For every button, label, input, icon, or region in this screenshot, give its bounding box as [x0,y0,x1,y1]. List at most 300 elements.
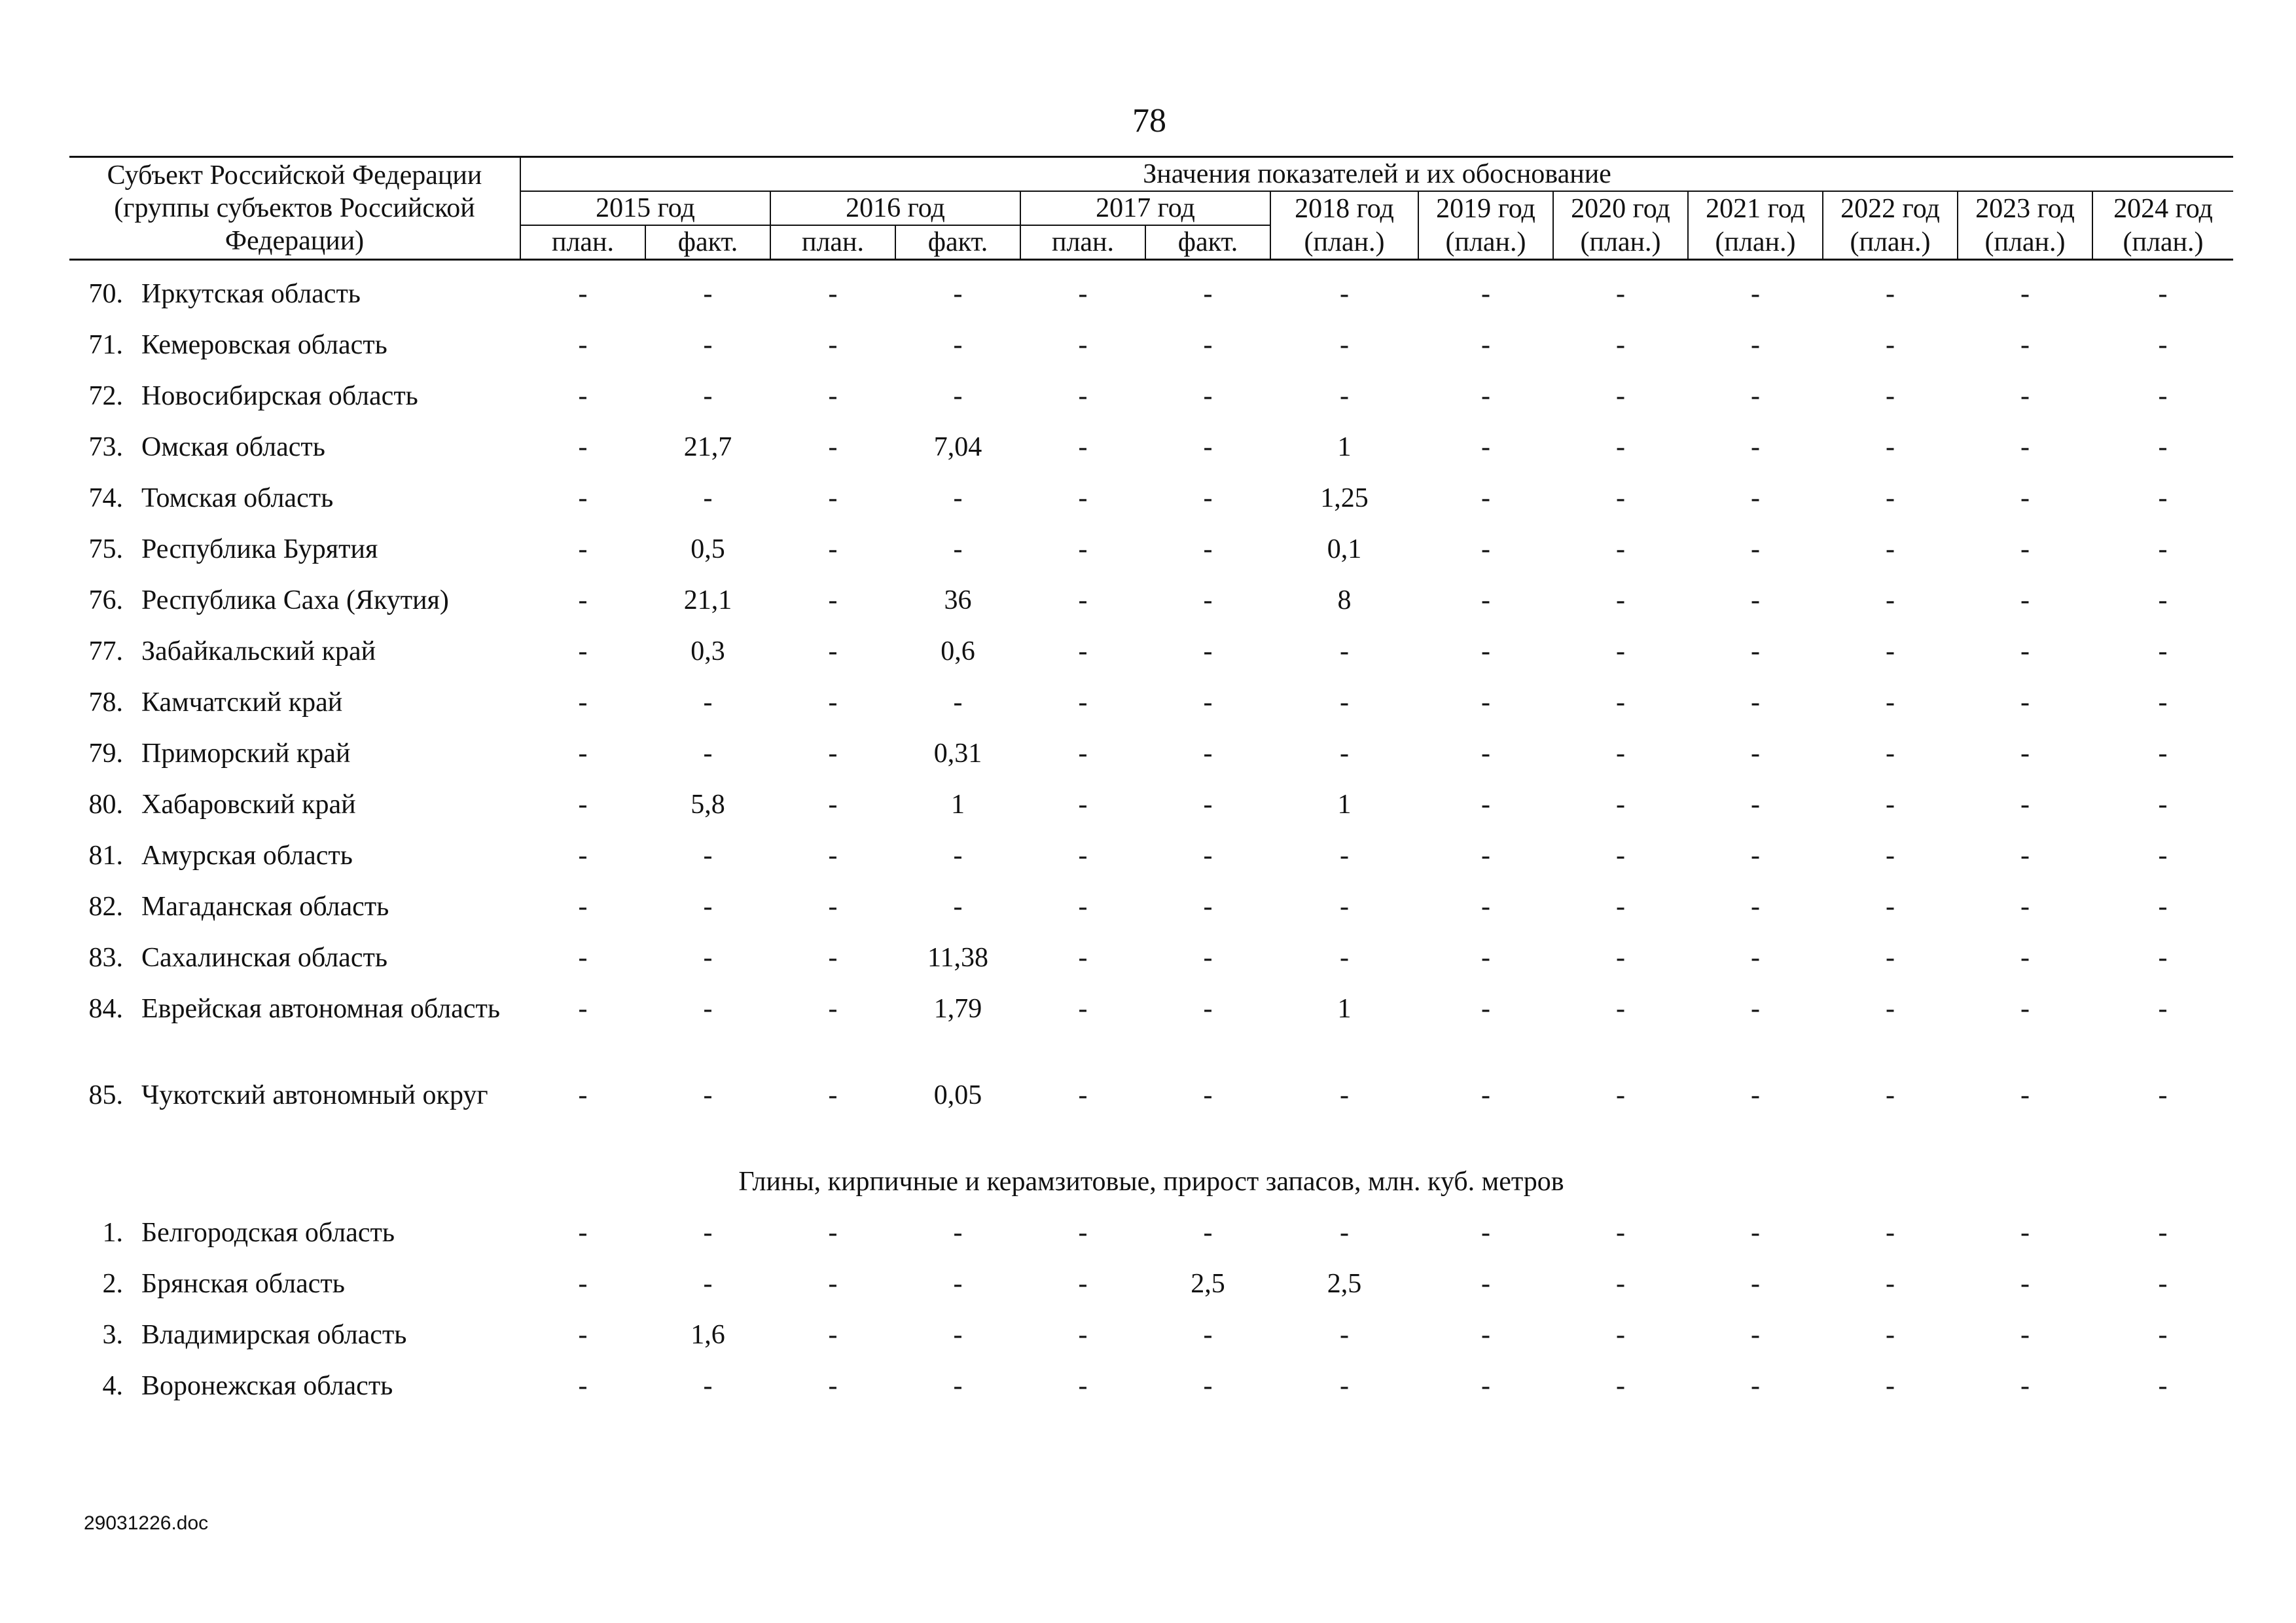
value-cell: - [1886,1320,1895,1350]
value-cell: 1 [1337,994,1352,1024]
value-cell: - [2158,1080,2168,1110]
value-cell: - [1078,1080,1088,1110]
value-cell: - [953,330,963,360]
value-cell: - [1886,739,1895,769]
value-cell: - [1078,1218,1088,1248]
value-cell: - [1751,483,1760,513]
value-cell: - [1886,636,1895,666]
section-title: Глины, кирпичные и керамзитовые, прирост запасов, млн. куб. метров [738,1167,1564,1197]
fact-subheader: факт. [895,225,1020,260]
value-cell: - [1751,585,1760,615]
year-header: 2018 год [1270,191,1418,225]
value-cell: - [703,687,713,718]
value-cell: - [1616,279,1625,309]
value-cell: - [828,994,838,1024]
value-cell: - [1340,841,1349,871]
value-cell: - [1078,279,1088,309]
value-cell: - [1203,687,1213,718]
value-cell: - [828,636,838,666]
value-cell: - [1751,381,1760,411]
value-cell: - [828,381,838,411]
value-cell: - [1751,943,1760,973]
value-cell: - [578,1320,588,1350]
value-cell: - [1886,1080,1895,1110]
row-number: 71. [88,330,123,360]
value-cell: - [1203,790,1213,820]
value-cell: 8 [1337,585,1352,615]
value-cell: - [578,432,588,462]
row-number: 84. [88,994,123,1024]
value-cell: - [2158,687,2168,718]
value-cell: - [1886,892,1895,922]
table-row [69,378,2233,429]
value-cell: - [1751,636,1760,666]
value-cell: - [578,687,588,718]
value-cell: - [2158,1320,2168,1350]
table-row [69,429,2233,481]
table-row [69,532,2233,583]
value-cell: - [2020,994,2030,1024]
row-number: 74. [88,483,123,513]
value-cell: - [703,943,713,973]
value-cell: - [2020,381,2030,411]
value-cell: - [1078,1371,1088,1401]
table-row [69,276,2233,327]
value-cell: - [1203,432,1213,462]
plan-subheader: (план.) [1418,225,1553,260]
value-cell: - [2020,279,2030,309]
value-cell: - [578,943,588,973]
value-cell: - [1078,432,1088,462]
value-cell: - [2020,432,2030,462]
value-cell: - [1616,330,1625,360]
value-cell: - [828,483,838,513]
value-cell: - [578,483,588,513]
value-cell: - [2020,1269,2030,1299]
value-cell: - [1751,1320,1760,1350]
year-header: 2017 год [1020,191,1270,225]
value-cell: - [953,1218,963,1248]
value-cell: - [1751,330,1760,360]
value-cell: - [1340,892,1349,922]
value-cell: - [578,1080,588,1110]
row-number: 85. [88,1080,123,1110]
value-cell: - [1203,1218,1213,1248]
table-row [69,889,2233,940]
value-cell: - [1886,330,1895,360]
value-cell: - [828,279,838,309]
value-cell: - [578,1269,588,1299]
row-number: 73. [88,432,123,462]
page-number: 78 [1132,102,1166,139]
value-cell: - [1751,739,1760,769]
value-cell: - [1078,687,1088,718]
value-cell: - [1078,994,1088,1024]
value-cell: - [828,1371,838,1401]
value-cell: - [1203,892,1213,922]
value-cell: - [1616,841,1625,871]
region-name: Магаданская область [141,892,389,922]
value-cell: - [2020,943,2030,973]
row-number: 81. [88,841,123,871]
value-cell: - [953,279,963,309]
value-cell: - [828,1080,838,1110]
value-cell: - [953,483,963,513]
value-cell: - [703,1218,713,1248]
value-cell: - [1078,790,1088,820]
region-name: Амурская область [141,841,353,871]
region-name: Иркутская область [141,279,361,309]
value-cell: - [1616,483,1625,513]
region-name: Новосибирская область [141,381,418,411]
value-cell: - [1203,994,1213,1024]
value-cell: 36 [944,585,972,615]
value-cell: - [1203,381,1213,411]
value-cell: - [1751,892,1760,922]
value-cell: - [1886,1269,1895,1299]
value-cell: - [828,585,838,615]
value-cell: - [1751,1080,1760,1110]
value-cell: - [703,330,713,360]
row-number: 77. [88,636,123,666]
value-cell: 2,5 [1191,1269,1225,1299]
value-cell: - [578,1371,588,1401]
region-name: Приморский край [141,739,351,769]
value-cell: - [578,534,588,564]
year-header: 2019 год [1418,191,1553,225]
row-number: 80. [88,790,123,820]
year-header: 2023 год [1958,191,2092,225]
value-cell: - [1751,687,1760,718]
value-cell: - [578,841,588,871]
value-cell: - [1203,943,1213,973]
value-cell: - [1616,636,1625,666]
value-cell: - [1886,1371,1895,1401]
value-cell: - [2020,1080,2030,1110]
value-cell: 0,6 [941,636,975,666]
table-row [69,991,2233,1078]
region-name: Кемеровская область [141,330,387,360]
plan-subheader: план. [520,225,645,260]
value-cell: - [1616,994,1625,1024]
row-number: 4. [102,1371,123,1401]
value-cell: - [1886,534,1895,564]
table-row [69,940,2233,991]
value-cell: - [828,943,838,973]
value-cell: - [2020,1371,2030,1401]
section-row [69,1164,2233,1215]
value-cell: - [828,330,838,360]
value-cell: - [2158,1269,2168,1299]
document-filename: 29031226.doc [84,1512,209,1534]
value-cell: - [703,739,713,769]
indicator-table [69,156,2233,1419]
value-cell: - [1203,483,1213,513]
region-name: Республика Саха (Якутия) [141,585,449,615]
value-cell: - [1751,432,1760,462]
value-cell: - [828,841,838,871]
value-cell: - [1481,636,1490,666]
value-cell: - [1481,1320,1490,1350]
value-cell: - [578,279,588,309]
value-cell: - [2158,483,2168,513]
value-cell: - [703,1371,713,1401]
value-cell: 2,5 [1327,1269,1362,1299]
region-name: Омская область [141,432,325,462]
value-cell: - [1616,432,1625,462]
year-header: 2022 год [1823,191,1958,225]
value-cell: - [1340,687,1349,718]
value-cell: - [1078,381,1088,411]
value-cell: - [1481,483,1490,513]
value-cell: - [2020,330,2030,360]
year-header: 2015 год [520,191,770,225]
row-number: 1. [102,1218,123,1248]
value-cell: - [703,1269,713,1299]
value-cell: - [1751,534,1760,564]
value-cell: 0,05 [933,1080,982,1110]
value-cell: - [2158,1371,2168,1401]
table-body-b [69,1215,2233,1419]
table-row [69,838,2233,889]
value-cell: - [1481,841,1490,871]
value-cell: - [828,687,838,718]
value-cell: - [1340,1371,1349,1401]
value-cell: 21,7 [683,432,732,462]
region-name: Еврейская автономная область [141,994,500,1024]
value-cell: - [1481,585,1490,615]
value-cell: - [1886,841,1895,871]
value-cell: - [703,841,713,871]
value-cell: - [578,585,588,615]
value-cell: - [1616,1320,1625,1350]
spacer-row [69,260,2233,277]
section-group [69,1164,2233,1215]
value-cell: 21,1 [683,585,732,615]
region-name: Воронежская область [141,1371,393,1401]
value-cell: - [2020,1218,2030,1248]
value-cell: - [1078,841,1088,871]
value-cell: 0,3 [691,636,725,666]
value-cell: - [2158,330,2168,360]
value-cell: - [2158,841,2168,871]
value-cell: - [1078,483,1088,513]
table-header [69,157,2233,260]
year-header: 2021 год [1688,191,1823,225]
plan-subheader: (план.) [1688,225,1823,260]
plan-subheader: (план.) [1270,225,1418,260]
value-cell: - [828,739,838,769]
region-name: Сахалинская область [141,943,387,973]
region-name: Томская область [141,483,334,513]
region-name: Забайкальский край [141,636,376,666]
plan-subheader: (план.) [1553,225,1688,260]
value-cell: - [1751,790,1760,820]
row-number: 83. [88,943,123,973]
value-cell: - [1203,1371,1213,1401]
year-header: 2024 год [2092,191,2233,225]
row-number: 75. [88,534,123,564]
value-cell: - [1203,636,1213,666]
value-cell: - [2158,943,2168,973]
value-cell: - [828,892,838,922]
value-cell: - [1078,943,1088,973]
table-row [69,736,2233,787]
value-cell: 1 [951,790,965,820]
plan-subheader: план. [1020,225,1145,260]
value-cell: - [1751,1218,1760,1248]
value-cell: - [1481,1218,1490,1248]
value-cell: - [1616,892,1625,922]
value-cell: - [1616,790,1625,820]
value-cell: - [953,1269,963,1299]
value-cell: - [1886,432,1895,462]
value-cell: - [2020,1320,2030,1350]
value-cell: - [2158,585,2168,615]
value-cell: - [578,892,588,922]
value-cell: - [1340,1080,1349,1110]
value-cell: - [1886,381,1895,411]
value-cell: - [1078,534,1088,564]
region-name: Республика Бурятия [141,534,378,564]
value-cell: - [1616,1371,1625,1401]
region-name: Камчатский край [141,687,343,718]
value-cell: - [1078,585,1088,615]
value-cell: - [1751,279,1760,309]
value-cell: - [1203,330,1213,360]
subject-column-header: Субъект Российской Федерации (группы субъектов Российской Федерации) [69,157,520,260]
value-cell: - [2020,790,2030,820]
value-cell: - [1616,1218,1625,1248]
value-cell: - [1203,1320,1213,1350]
row-number: 79. [88,739,123,769]
value-cell: - [1751,841,1760,871]
value-cell: - [1481,687,1490,718]
value-cell: - [2020,483,2030,513]
row-number: 72. [88,381,123,411]
table-row [69,1266,2233,1317]
value-cell: - [1481,1371,1490,1401]
value-cell: - [1078,1269,1088,1299]
value-cell: 1,6 [691,1320,725,1350]
value-cell: - [1616,534,1625,564]
value-cell: - [1340,1320,1349,1350]
value-cell: 0,31 [933,739,982,769]
value-cell: - [1481,994,1490,1024]
value-cell: - [1340,636,1349,666]
value-cell: - [1203,534,1213,564]
region-name: Белгородская область [141,1218,395,1248]
value-cell: - [1616,687,1625,718]
value-cell: - [1203,1080,1213,1110]
value-cell: - [1886,1218,1895,1248]
value-cell: - [953,1371,963,1401]
value-cell: - [1481,279,1490,309]
value-cell: - [2158,636,2168,666]
value-cell: - [2020,636,2030,666]
value-cell: - [1616,739,1625,769]
value-cell: - [2020,892,2030,922]
value-cell: 0,1 [1327,534,1362,564]
value-cell: - [1481,381,1490,411]
value-cell: 1 [1337,432,1352,462]
value-cell: - [828,534,838,564]
table-row [69,1317,2233,1368]
values-title: Значения показателей и их обоснование [520,157,2233,192]
value-cell: - [578,994,588,1024]
table-row [69,1215,2233,1266]
value-cell: - [1616,585,1625,615]
value-cell: - [2158,534,2168,564]
value-cell: - [2020,841,2030,871]
table-row [69,634,2233,685]
value-cell: - [1481,1269,1490,1299]
value-cell: - [953,687,963,718]
value-cell: - [1751,1371,1760,1401]
value-cell: - [2020,739,2030,769]
value-cell: - [1340,739,1349,769]
value-cell: - [578,381,588,411]
table-row [69,685,2233,736]
value-cell: - [1078,330,1088,360]
value-cell: - [953,1320,963,1350]
row-number: 78. [88,687,123,718]
value-cell: - [1886,790,1895,820]
value-cell: - [703,892,713,922]
year-header: 2016 год [770,191,1020,225]
value-cell: - [1481,432,1490,462]
value-cell: - [2020,585,2030,615]
value-cell: 1,25 [1320,483,1369,513]
plan-subheader: (план.) [1823,225,1958,260]
value-cell: - [578,330,588,360]
value-cell: - [1886,943,1895,973]
value-cell: - [1340,943,1349,973]
value-cell: 11,38 [927,943,988,973]
value-cell: - [1340,279,1349,309]
value-cell: - [1078,892,1088,922]
value-cell: - [953,841,963,871]
table-row [69,1078,2233,1164]
value-cell: - [2158,739,2168,769]
value-cell: - [1481,739,1490,769]
value-cell: - [1078,739,1088,769]
value-cell: - [1481,534,1490,564]
value-cell: 0,5 [691,534,725,564]
region-name: Владимирская область [141,1320,407,1350]
value-cell: - [953,534,963,564]
value-cell: - [828,790,838,820]
value-cell: - [578,1218,588,1248]
value-cell: - [1203,279,1213,309]
value-cell: - [1886,687,1895,718]
region-name: Брянская область [141,1269,345,1299]
value-cell: - [703,994,713,1024]
value-cell: - [2020,687,2030,718]
table-row [69,583,2233,634]
value-cell: - [2158,790,2168,820]
value-cell: - [1203,739,1213,769]
value-cell: - [2158,381,2168,411]
table-row [69,787,2233,838]
value-cell: 5,8 [691,790,725,820]
value-cell: - [1481,943,1490,973]
value-cell: - [828,432,838,462]
value-cell: - [1616,381,1625,411]
value-cell: - [578,739,588,769]
table-row [69,327,2233,378]
plan-subheader: (план.) [2092,225,2233,260]
